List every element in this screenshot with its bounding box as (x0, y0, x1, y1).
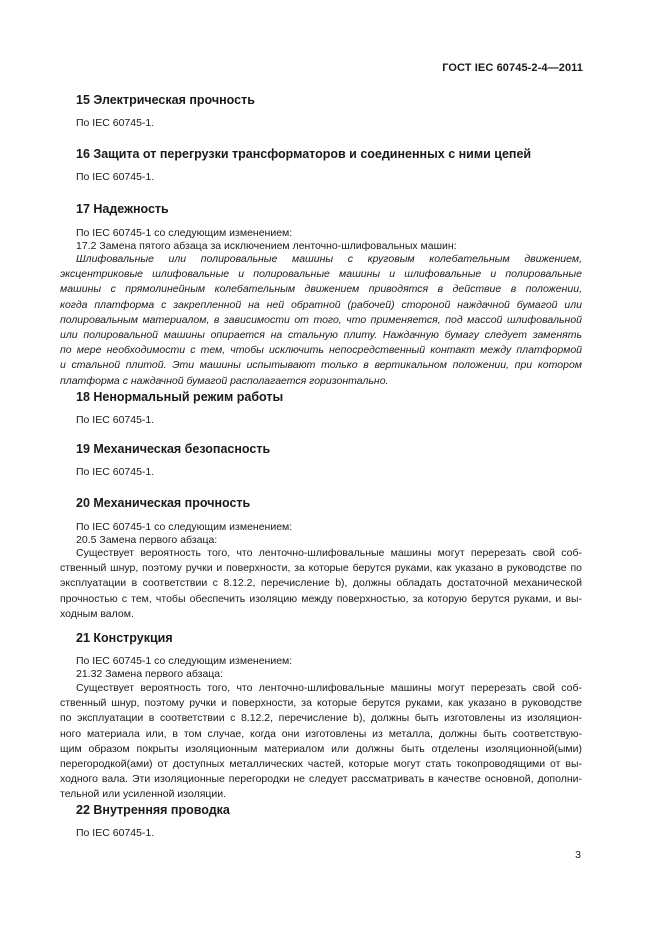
section-17-intro: По IEC 60745-1 со следующим изменением: (76, 227, 293, 239)
body-line: тельной или усиленной изоляции. (60, 788, 227, 801)
body-line: платформа с наждачной бумагой располагается горизонтально. (60, 374, 389, 387)
section-21-body (60, 681, 582, 803)
section-19-text: По IEC 60745-1. (76, 466, 155, 478)
section-21-intro: По IEC 60745-1 со следующим изменением: (76, 655, 293, 667)
body-line: ного материала или, в том случае, когда они изготовлены из металла, должны быть соответствую- (60, 727, 582, 740)
section-20-intro: По IEC 60745-1 со следующим изменением: (76, 521, 293, 533)
body-line: щим образом покрыты изоляционным материалом или должны быть отделены изоляционной(ыми) (60, 742, 582, 755)
page-number: 3 (575, 849, 581, 861)
body-line: машины с прямолинейным колебательным движением приводятся в действие в положении, (60, 283, 582, 296)
body-line: полировальным материалом, в зависимости от того, что применяется, под массой шлифовальной (60, 313, 582, 326)
section-22-heading: 22 Внутренняя проводка (76, 803, 230, 817)
body-line: Существует вероятность того, что ленточно-шлифовальные машины могут перерезать свой соб- (76, 682, 582, 694)
section-18-text: По IEC 60745-1. (76, 414, 155, 426)
body-line: ходным валом. (60, 607, 134, 620)
section-18-heading: 18 Ненормальный режим работы (76, 390, 284, 404)
section-20-body (60, 546, 582, 622)
section-17-clause: 17.2 Замена пятого абзаца за исключением ленточно-шлифовальных машин: (76, 240, 457, 252)
section-20-heading: 20 Механическая прочность (76, 496, 251, 510)
section-17-heading: 17 Надежность (76, 202, 169, 216)
body-line: Существует вероятность того, что ленточно-шлифовальные машины могут перерезать свой соб- (76, 547, 582, 559)
section-19-heading: 19 Механическая безопасность (76, 442, 271, 456)
section-16-text: По IEC 60745-1. (76, 171, 155, 183)
body-line: ственный шнур, поэтому ручки и поверхности, за которые берутся руками, как указано в руководстве (60, 697, 582, 710)
section-22-text: По IEC 60745-1. (76, 827, 155, 839)
body-line: ственный шнур, поэтому ручки и поверхности, за которые берутся руками, как указано в руководстве по (60, 562, 582, 575)
body-line: прочностью с тем, чтобы обеспечить изоляцию между поверхностью, за которую берутся руками, и вы- (60, 592, 582, 605)
section-20-clause: 20.5 Замена первого абзаца: (76, 534, 218, 546)
section-15-heading: 15 Электрическая прочность (76, 93, 255, 107)
body-line: по мере необходимости с тем, чтобы исключить непосредственный контакт между платформой (60, 344, 582, 357)
section-21-heading: 21 Конструкция (76, 631, 173, 645)
body-line: перегородкой(ами) от доступных металлических частей, которые могут стать токопроводящими от вы- (60, 757, 582, 770)
section-16-heading: 16 Защита от перегрузки трансформаторов и соединенных с ними цепей (76, 147, 532, 161)
body-line: по эксплуатации в соответствии с 8.12.2, перечисление b), должны быть изготовлены из изоляцион- (60, 712, 582, 725)
body-line: или полировальной машины опирается на стальную плиту. Наждачную бумагу следует заменять (60, 328, 582, 341)
body-line: эксплуатации в соответствии с 8.12.2, перечисление b), должны обладать достаточной механической (60, 577, 582, 590)
section-15-text: По IEC 60745-1. (76, 117, 155, 129)
body-line: и стальной плитой. Эти машины испытывают только в вертикальном положении, при котором (60, 359, 582, 372)
section-21-clause: 21.32 Замена первого абзаца: (76, 668, 224, 680)
body-line: когда платформа с закрепленной на ней обратной (рабочей) стороной наждачной бумагой или (60, 298, 582, 311)
body-line: ходного вала. Эти изоляционные перегородки не следует рассматривать в качестве основной, дополни- (60, 773, 582, 786)
body-line: эксцентриковые шлифовальные и полировальные машины и шлифовальные и полировальные (60, 268, 582, 281)
section-17-body (60, 252, 582, 389)
standard-code: ГОСТ IEC 60745-2-4—2011 (442, 62, 583, 74)
body-line: Шлифовальные или полировальные машины с круговым колебательным движением, (76, 253, 582, 265)
